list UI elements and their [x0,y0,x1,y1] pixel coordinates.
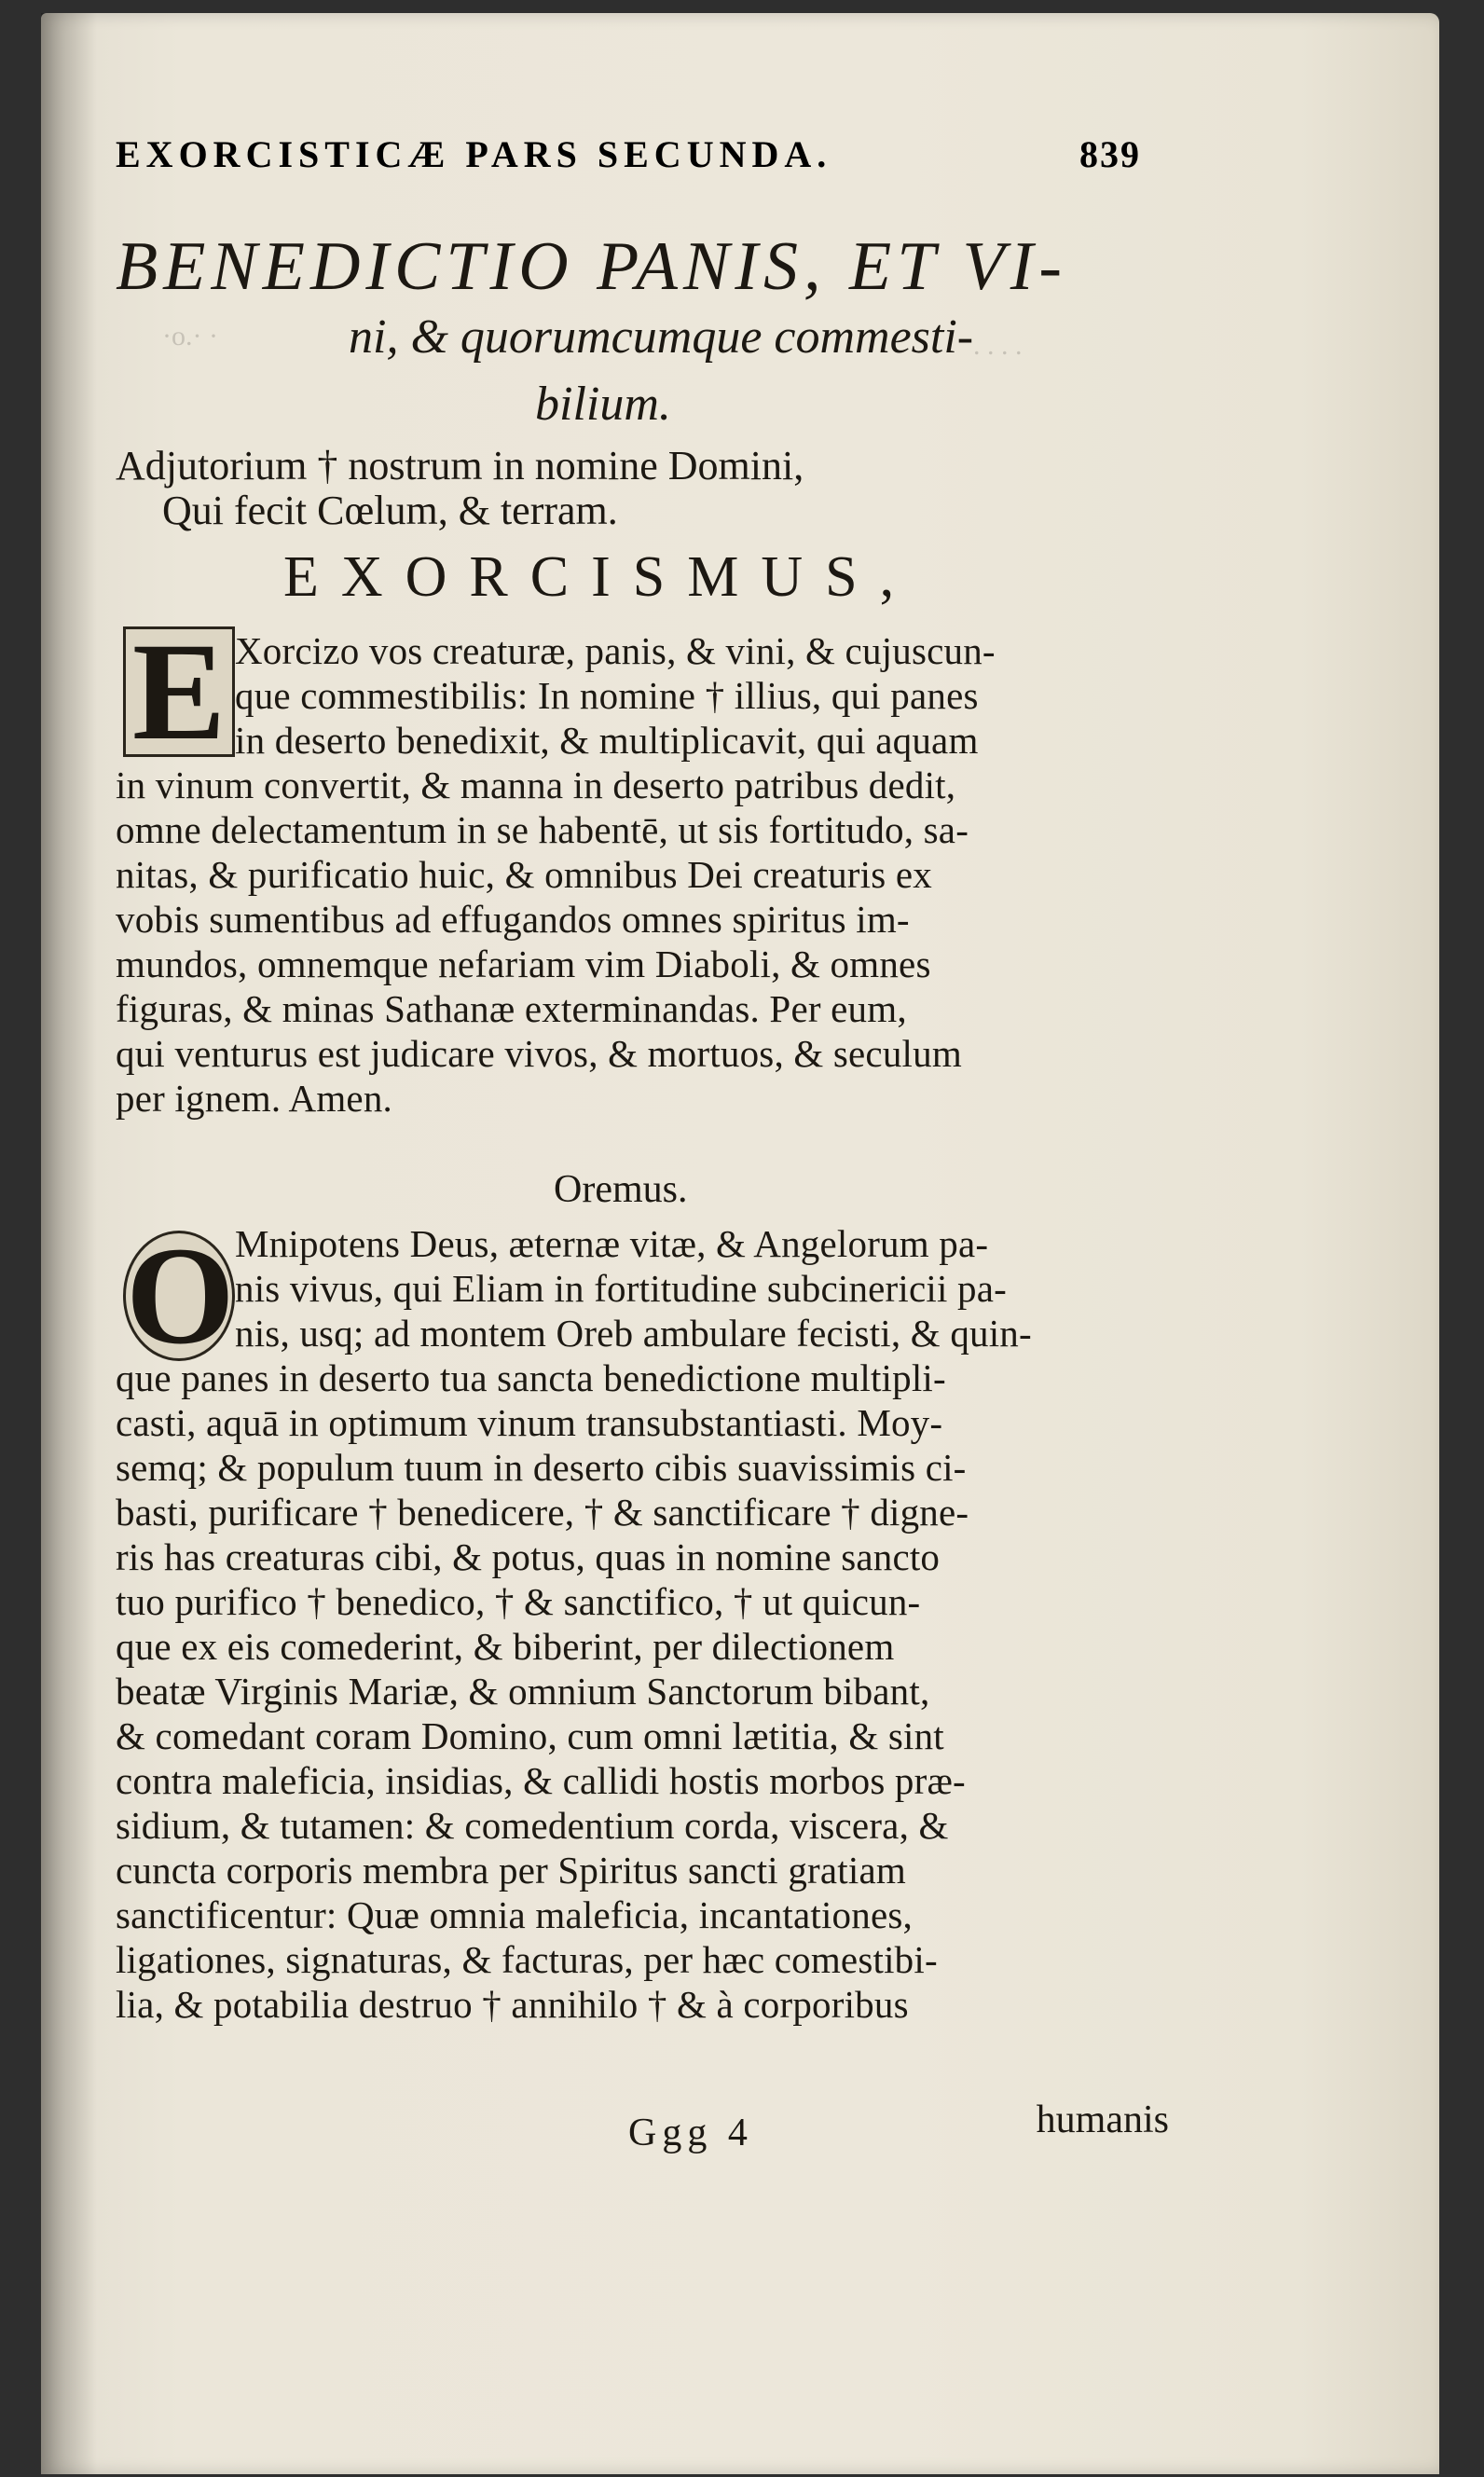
text-line: qui venturus est judicare vivos, & mortuos, & seculum [116,1032,962,1075]
drop-cap-o [123,1218,235,1373]
page-number: 839 [1079,133,1141,175]
text-line: ris has creaturas cibi, & potus, quas in nomine sancto [116,1535,941,1578]
text-line: in deserto benedixit, & multiplicavit, qui aquam [235,719,979,762]
section-subheading-line: ni, & quorumcumque commesti- [349,310,974,364]
text-line: que commestibilis: In nomine † illius, qui panes [235,674,979,717]
book-page [41,13,1439,2474]
signature-mark: Ggg 4 [628,2112,753,2154]
text-line: figuras, & minas Sathanæ exterminandas. Per eum, [116,987,907,1030]
text-line: nis, usq; ad montem Oreb ambulare fecisti, & quin- [235,1312,1032,1355]
text-line: casti, aquā in optimum vinum transubstantiasti. Moy- [116,1401,943,1444]
text-line: in vinum convertit, & manna in deserto patribus dedit, [116,764,956,806]
text-line: vobis sumentibus ad effugandos omnes spiritus im- [116,898,910,941]
text-line: mundos, omnemque nefariam vim Diaboli, & omnes [116,943,931,985]
show-through-text: . . . . [973,330,1023,361]
versicle-line: Qui fecit Cœlum, & terram. [162,488,618,533]
text-line: omne delectamentum in se habentē, ut sis fortitudo, sa- [116,808,969,851]
running-head-title: EXORCISTICÆ PARS SECUNDA. [116,133,832,175]
oremus-title: Oremus. [554,1168,688,1211]
text-line: sidium, & tutamen: & comedentium corda, viscera, & [116,1804,949,1847]
text-line: contra maleficia, insidias, & callidi hostis morbos præ- [116,1759,966,1802]
text-line: basti, purificare † benedicere, † & sanctificare † digne- [116,1491,969,1534]
text-line: sanctificentur: Quæ omnia maleficia, incantationes, [116,1893,913,1936]
text-line: tuo purifico † benedico, † & sanctifico, † ut quicun- [116,1580,921,1623]
versicle-line: Adjutorium † nostrum in nomine Domini, [116,443,804,489]
text-line: Xorcizo vos creaturæ, panis, & vini, & cujuscun- [235,629,996,672]
text-line: & comedant coram Domino, cum omni lætitia, & sint [116,1714,944,1757]
text-line: nis vivus, qui Eliam in fortitudine subcinericii pa- [235,1267,1007,1310]
text-line: lia, & potabilia destruo † annihilo † & à corporibus [116,1983,909,2026]
drop-cap-letter: E [131,614,227,769]
exorcismus-title: EXORCISMUS, [283,545,917,609]
gutter-shadow [41,13,97,2474]
text-line: beatæ Virginis Mariæ, & omnium Sanctorum bibant, [116,1670,930,1713]
text-line: cuncta corporis membra per Spiritus sancti gratiam [116,1849,906,1892]
catchword: humanis [1036,2099,1169,2141]
drop-cap-e [123,614,235,769]
text-line: ligationes, signaturas, & facturas, per hæc comestibi- [116,1938,938,1981]
text-line: que panes in deserto tua sancta benedictione multipli- [116,1356,946,1399]
section-heading: BENEDICTIO PANIS, ET VI- [116,228,1068,305]
text-line: semq; & populum tuum in deserto cibis suavissimis ci- [116,1446,967,1489]
section-subheading-line: bilium. [535,378,671,431]
text-line: Mnipotens Deus, æternæ vitæ, & Angelorum pa- [235,1222,989,1265]
text-line: nitas, & purificatio huic, & omnibus Dei creaturis ex [116,853,932,896]
text-line: per ignem. Amen. [116,1077,392,1120]
running-head [116,132,1141,176]
show-through-text: ·o.· · [162,321,218,351]
drop-cap-letter: O [126,1218,235,1373]
text-line: que ex eis comederint, & biberint, per dilectionem [116,1625,895,1668]
